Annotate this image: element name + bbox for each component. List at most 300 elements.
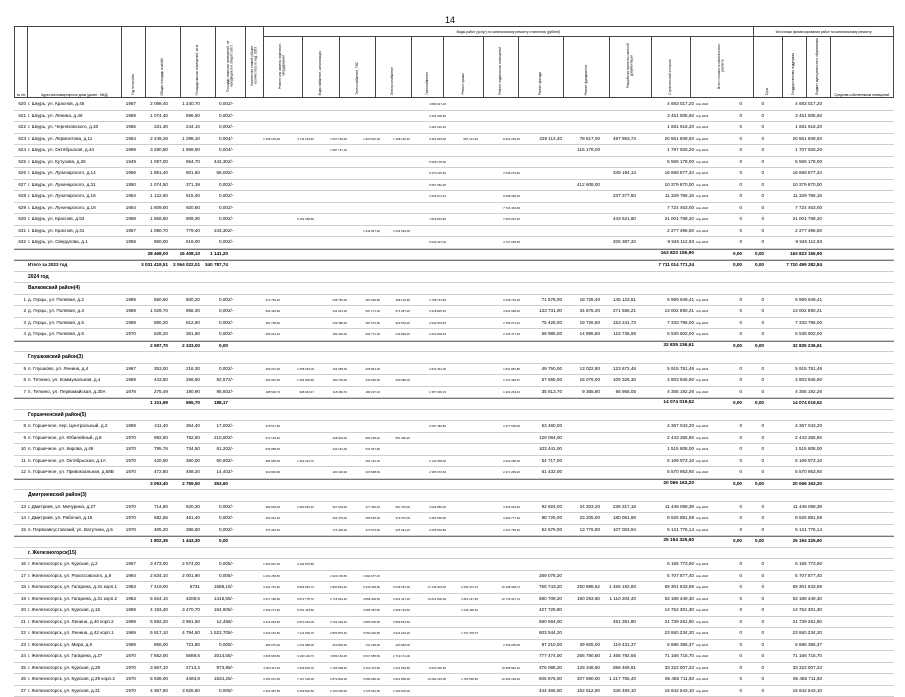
cell-k4: 3 586 357,80 — [347, 605, 380, 616]
cell-term: Апр.2024 — [696, 214, 720, 225]
cell-n: 20 — [14, 605, 26, 616]
cell-term: Апр.2024 — [696, 559, 720, 570]
cell-k6: 5 218 825,94 — [410, 306, 446, 317]
cell-g: 0 — [720, 145, 742, 156]
cell-n: 15 — [14, 525, 26, 536]
cell-g: 0 — [720, 237, 742, 248]
cell-k3: 1 687 747,20 — [314, 145, 347, 156]
cell-y: 1949 — [114, 157, 136, 168]
table-row — [14, 99, 894, 111]
cell-w: 0,00 — [200, 502, 228, 513]
table-row — [14, 295, 894, 307]
cell-n: 1 — [14, 295, 26, 306]
cell-k11: 271 556,21 — [600, 306, 636, 317]
cell-own: 21 739 261,80 — [764, 617, 822, 628]
cell-y: 1965 — [114, 122, 136, 133]
cell-own: 7 724 463,00 — [764, 203, 822, 214]
cell-y: 1967 — [114, 559, 136, 570]
cell-a: п. Глушково, ул. Ленина, д.4 — [28, 364, 114, 375]
cell-term: Апр.2024 — [696, 364, 720, 375]
cell-term: Апр.2024 — [696, 145, 720, 156]
cell-tot: 6 169 973,10 — [636, 456, 694, 467]
header-col-k7: Ремонт подвальных помещений — [483, 37, 518, 98]
cell-w: 0,00 — [200, 145, 228, 156]
section-heading: Глушковский район(3) — [28, 352, 428, 363]
cell-b: 0 — [742, 594, 764, 605]
cell-k9: 756 743,20 — [520, 582, 562, 593]
cell-k3: 342 151,00 — [314, 444, 347, 455]
cell-k9: 57 655,00 — [520, 375, 562, 386]
cell-w: 1415,5 — [200, 594, 228, 605]
cell-k6: 1 842 342,00 — [410, 364, 446, 375]
cell-y: 1956 — [114, 168, 136, 179]
cell-l: 2713,3 — [168, 663, 200, 674]
cell-g: 0 — [720, 571, 742, 582]
cell-k2: 2 360 694,40 — [280, 502, 314, 513]
cell-term: Апр.2024 — [696, 605, 720, 616]
cell-s: 472,80 — [136, 467, 168, 478]
cell-b: 0 — [742, 674, 764, 685]
cell-k8: 10 395 584,10 — [478, 663, 520, 674]
table-row — [14, 605, 894, 617]
cell-k8: 1 324 263,43 — [478, 387, 520, 398]
cell-own: 4 367 043,20 — [764, 421, 822, 432]
table-row — [14, 571, 894, 583]
cell-k9: 53 460,00 — [520, 421, 562, 432]
cell-f: 5/- — [228, 674, 244, 685]
header-col-gov: Государственная поддержка — [782, 37, 806, 98]
cell-term: Апр.2024 — [696, 582, 720, 593]
cell-s: 880,20 — [136, 318, 168, 329]
cell-b: 0 — [742, 663, 764, 674]
cell-g: 0,00 — [720, 341, 742, 352]
cell-k1: 319 960,00 — [244, 467, 280, 478]
cell-own: 5 570 863,60 — [764, 467, 822, 478]
cell-s: 2 098,40 — [136, 99, 168, 110]
cell-term: Апр.2024 — [696, 99, 720, 110]
cell-s: 3 093,40 — [136, 479, 168, 490]
cell-k9: 52 676,00 — [520, 525, 562, 536]
cell-k6: 7 815 819,60 — [410, 214, 446, 225]
cell-w: 14,40 — [200, 467, 228, 478]
cell-y: 1963 — [114, 594, 136, 605]
cell-k8: 7 590 097,20 — [478, 214, 520, 225]
header-col-area: Общая площадь м.кв/кВт — [145, 27, 180, 98]
cell-a: Итого за 2023 год — [28, 260, 128, 271]
cell-s: 1 080,70 — [136, 226, 168, 237]
cell-a: п. Горшечное, ул. Юбилейный, д.8 — [28, 433, 114, 444]
cell-y: 1964 — [114, 571, 136, 582]
cell-own: 1 681 616,20 — [764, 122, 822, 133]
cell-l: 4208,6 — [168, 594, 200, 605]
cell-k4: 4 865 000,50 — [347, 617, 380, 628]
cell-l: 909,30 — [168, 214, 200, 225]
cell-g: 0 — [720, 686, 742, 697]
cell-k9: 56 985,00 — [520, 329, 562, 340]
cell-k9: 129 084,00 — [520, 433, 562, 444]
cell-tot: 5 121 776,14 — [636, 525, 694, 536]
cell-l: 1 989,90 — [168, 145, 200, 156]
cell-k11: 66 955,05 — [600, 387, 636, 398]
cell-l: 371,39 — [168, 180, 200, 191]
cell-b: 0 — [742, 111, 764, 122]
cell-k2: 1 031 985,00 — [280, 640, 314, 651]
cell-k5: 3 959 813,60 — [380, 617, 410, 628]
cell-a: г. Шкурь, ул. Луначарского, д.16 — [28, 191, 114, 202]
cell-tot: 4 355 192,26 — [636, 387, 694, 398]
cell-w: 442,30 — [200, 157, 228, 168]
cell-own: 32 835 236,61 — [764, 341, 822, 352]
cell-k4: 315 698,60 — [347, 467, 380, 478]
cell-k11: 107 003,94 — [600, 525, 636, 536]
cell-a: г. Шкурь, ул. Луначарского, д.18 — [28, 203, 114, 214]
cell-l: 620,30 — [168, 502, 200, 513]
cell-k11: 1 110 204,40 — [600, 594, 636, 605]
cell-n: 630 — [14, 214, 26, 225]
cell-b: 0 — [742, 157, 764, 168]
cell-k5: 2 719 171,00 — [380, 651, 410, 662]
cell-k1: 1 601 265,50 — [244, 571, 280, 582]
cell-k2: 6 870 046,00 — [280, 617, 314, 628]
cell-f: 2/- — [228, 191, 244, 202]
cell-w: 0,00 — [200, 341, 228, 352]
cell-b: 0 — [742, 237, 764, 248]
cell-w: 2014,5 — [200, 651, 228, 662]
cell-f: 2/- — [228, 444, 244, 455]
cell-b: 0 — [742, 582, 764, 593]
cell-s: 1 122,60 — [136, 191, 168, 202]
cell-k8: 2 309 205,00 — [478, 640, 520, 651]
cell-k1: 2 461 987,50 — [244, 686, 280, 697]
cell-k10: 13 776,80 — [562, 525, 600, 536]
cell-g: 0 — [720, 513, 742, 524]
total-row — [14, 398, 894, 410]
cell-w: 1 141,20 — [200, 249, 228, 260]
cell-l: 2 333,00 — [168, 341, 200, 352]
cell-s: 714,60 — [136, 502, 168, 513]
cell-k7: 1 801 147,30 — [446, 594, 478, 605]
cell-own: 6 959 649,41 — [764, 295, 822, 306]
cell-g: 0,00 — [720, 398, 742, 409]
cell-term: Апр.2024 — [696, 467, 720, 478]
table-row — [14, 502, 894, 514]
cell-y: 1969 — [114, 111, 136, 122]
cell-k6: 1 357 330,15 — [410, 387, 446, 398]
cell-tot: 11 329 786,16 — [636, 191, 694, 202]
cell-k10: 9 365,80 — [562, 387, 600, 398]
cell-l: 5669,5 — [168, 651, 200, 662]
section-heading: Дмитриевский район(3) — [28, 490, 428, 501]
cell-k5: 243 839,20 — [380, 329, 410, 340]
cell-k6: 13 682 315,00 — [410, 674, 446, 685]
cell-k4: 6 343 339,60 — [347, 582, 380, 593]
cell-n: 7 — [14, 387, 26, 398]
cell-a: г. Шкурь, ул. Октябрьская, д.44 — [28, 145, 114, 156]
table-row — [14, 145, 894, 157]
section-heading: 2024 год — [28, 272, 428, 283]
cell-term: Апр.2024 — [696, 226, 720, 237]
cell-y: 1964 — [114, 134, 136, 145]
cell-f: 2/- — [228, 421, 244, 432]
cell-k11: 123 672,48 — [600, 364, 636, 375]
cell-k1: 483 075,00 — [244, 640, 280, 651]
cell-tot: 21 001 788,20 — [636, 214, 694, 225]
cell-k8: 4 737 295,60 — [478, 237, 520, 248]
cell-s: 1 097,00 — [136, 157, 168, 168]
cell-k9: 49 750,00 — [520, 364, 562, 375]
cell-k6: 3 351 815,00 — [410, 134, 446, 145]
cell-k2: 1 258 049,00 — [280, 364, 314, 375]
cell-k1: 278 517,60 — [244, 421, 280, 432]
cell-l: 361,90 — [168, 329, 200, 340]
cell-tot: 71 166 715,70 — [636, 651, 694, 662]
cell-l: 596,50 — [168, 111, 200, 122]
cell-s: 4 357,50 — [136, 686, 168, 697]
cell-y: 1970 — [114, 651, 136, 662]
cell-k6: 9 967 962,00 — [410, 180, 446, 191]
table-row — [14, 628, 894, 640]
cell-k1: 2 063 311,50 — [244, 663, 280, 674]
cell-n: 23 — [14, 640, 26, 651]
cell-b: 0,00 — [742, 341, 764, 352]
cell-k8: 2 022 280,00 — [478, 456, 520, 467]
cell-w: 164,60 — [200, 605, 228, 616]
cell-w: 95,60 — [200, 387, 228, 398]
cell-k1: 539 088,00 — [244, 444, 280, 455]
cell-s: 3 031 419,51 — [136, 260, 168, 271]
cell-g: 0 — [720, 663, 742, 674]
cell-n: 620 — [14, 99, 26, 110]
cell-term: Апр.2024 — [696, 651, 720, 662]
cell-b: 0 — [742, 99, 764, 110]
cell-g: 0 — [720, 594, 742, 605]
cell-k11: 119 431,37 — [600, 640, 636, 651]
cell-s: 550,60 — [136, 295, 168, 306]
cell-w: 188,17 — [200, 398, 228, 409]
cell-s: 2 249,26 — [136, 134, 168, 145]
cell-w: 0,00 — [200, 640, 228, 651]
cell-k8: 2 789 071,40 — [478, 318, 520, 329]
cell-k11: 180 061,88 — [600, 513, 636, 524]
cell-k4: 387 573,60 — [347, 318, 380, 329]
cell-k4: 240 256,00 — [347, 375, 380, 386]
cell-a: г. Шкурь, ул. Кутузова, д.26 — [28, 157, 114, 168]
cell-k5: 397 475,00 — [380, 502, 410, 513]
cell-k6: 5 566 178,00 — [410, 157, 446, 168]
cell-k3: 2 853 876,40 — [314, 628, 347, 639]
cell-tot: 11 446 068,38 — [636, 502, 694, 513]
cell-s: 1 029,70 — [136, 306, 168, 317]
cell-f: 5/- — [228, 640, 244, 651]
cell-k6: 4 683 017,20 — [410, 99, 446, 110]
cell-tot: 2 277 496,60 — [636, 226, 694, 237]
cell-f: 2/- — [228, 306, 244, 317]
cell-a: г. Дмитриев, ул. Мичурина, д.27 — [28, 502, 114, 513]
cell-k9: 75 426,00 — [520, 318, 562, 329]
cell-y: 1978 — [114, 387, 136, 398]
cell-own: 16 658 677,34 — [764, 168, 822, 179]
cell-w: 0,00 — [200, 122, 228, 133]
cell-a: г. Шкурь, ул. Краснов, д.53 — [28, 214, 114, 225]
table-row — [14, 203, 894, 215]
cell-k8: 1 947 795,40 — [478, 525, 520, 536]
header-col-k2: Водоснабжение, канализация — [302, 37, 339, 98]
cell-a: п. Теткино, ул. Первомайская, д.30А — [28, 387, 114, 398]
header-table — [14, 26, 894, 98]
cell-k3: 2 100 030,00 — [314, 686, 347, 697]
header-col-k8: Ремонт фасада — [518, 37, 564, 98]
cell-term: Апр.2024 — [696, 571, 720, 582]
cell-k7: 2 293 472,70 — [446, 582, 478, 593]
cell-k2: 7 141 939,76 — [280, 628, 314, 639]
cell-term: Апр.2024 — [696, 663, 720, 674]
cell-y: 1969 — [114, 640, 136, 651]
header-col-year: Год постройки — [121, 27, 145, 98]
cell-k3: 203 118,00 — [314, 467, 347, 478]
cell-k3: 249 486,00 — [314, 318, 347, 329]
cell-k1: 392 705,60 — [244, 318, 280, 329]
header-col-k4: Электроснабжение — [375, 37, 411, 98]
cell-tot: 6 155 773,80 — [636, 559, 694, 570]
cell-g: 0 — [720, 306, 742, 317]
cell-n: 18 — [14, 582, 26, 593]
cell-a: г. Железногорск, ул. Курская, д.15 — [28, 605, 114, 616]
cell-k3: 410 820,00 — [314, 640, 347, 651]
cell-k6: 2 708 744,86 — [410, 295, 446, 306]
cell-b: 0 — [742, 444, 764, 455]
cell-f: 4/- — [228, 145, 244, 156]
cell-own: 7 333 796,00 — [764, 318, 822, 329]
cell-f: 2/- — [228, 513, 244, 524]
cell-n: 4 — [14, 329, 26, 340]
cell-term: Апр.2024 — [696, 237, 720, 248]
cell-tot: 53 188 449,30 — [636, 594, 694, 605]
header-col-address: Адрес многоквартирного дома (далее - МКД) — [28, 27, 122, 98]
cell-k4: 1 994 977,20 — [347, 571, 380, 582]
cell-g: 0 — [720, 364, 742, 375]
table-row — [14, 582, 894, 594]
cell-term: Апр.2024 — [696, 180, 720, 191]
cell-k1: 3 354 970,00 — [244, 674, 280, 685]
cell-own: 2 443 265,80 — [764, 433, 822, 444]
cell-b: 0 — [742, 617, 764, 628]
cell-k4: 455 518,00 — [347, 513, 380, 524]
cell-a: г. Железногорск, ул. Курская, д.29 корп.2 — [28, 674, 114, 685]
cell-k8: 3 280 777,90 — [478, 513, 520, 524]
cell-k8: 3 436 643,60 — [478, 502, 520, 513]
cell-g: 0 — [720, 651, 742, 662]
cell-n: 5 — [14, 364, 26, 375]
cell-k4: 4 868 406,50 — [347, 594, 380, 605]
cell-own: 4 683 017,20 — [764, 99, 822, 110]
cell-k9: 777 474,00 — [520, 651, 562, 662]
cell-term: Апр.2024 — [696, 525, 720, 536]
cell-b: 0 — [742, 203, 764, 214]
cell-own: 16 642 543,10 — [764, 686, 822, 697]
cell-tot: 16 642 543,10 — [636, 686, 694, 697]
cell-own: 9 946 112,93 — [764, 237, 822, 248]
cell-b: 0 — [742, 191, 764, 202]
cell-k5: 1 614 053,80 — [380, 663, 410, 674]
cell-g: 0 — [720, 674, 742, 685]
table-row — [14, 674, 894, 686]
cell-own: 5 707 877,40 — [764, 571, 822, 582]
cell-k1: 274 320,40 — [244, 525, 280, 536]
cell-k4: 6 517 655,50 — [347, 651, 380, 662]
table-row — [14, 617, 894, 629]
cell-k4: 205 844,00 — [347, 364, 380, 375]
cell-y: 1970 — [114, 686, 136, 697]
cell-k2: 5 259 502,50 — [280, 686, 314, 697]
cell-w: 60,90 — [200, 456, 228, 467]
cell-k5: 2 160 620,00 — [380, 686, 410, 697]
cell-k1: 4 191 791,50 — [244, 582, 280, 593]
cell-g: 0 — [720, 99, 742, 110]
cell-f: 2/- — [228, 467, 244, 478]
table-row — [14, 559, 894, 571]
cell-k3: 190 705,00 — [314, 375, 347, 386]
cell-k6: 13 012 506,00 — [410, 594, 446, 605]
cell-k3: 2 716 944,40 — [314, 594, 347, 605]
cell-w: 0,00 — [200, 329, 228, 340]
cell-b: 0 — [742, 628, 764, 639]
cell-k10: 412 608,00 — [562, 180, 600, 191]
cell-s: 3 290,80 — [136, 145, 168, 156]
cell-g: 0 — [720, 168, 742, 179]
cell-k4: 531 527,80 — [347, 444, 380, 455]
cell-y: 1970 — [114, 467, 136, 478]
cell-a: г. Шкурь, ул. Лермонтова, д.11 — [28, 134, 114, 145]
cell-l: 654,70 — [168, 157, 200, 168]
cell-a: г. Железногорск, ул. Курская, д.2 — [28, 559, 114, 570]
cell-a: п. Горшечное, ул. Октябрьская, д.1А — [28, 456, 114, 467]
cell-l: 782,60 — [168, 433, 200, 444]
page-number: 14 — [445, 15, 455, 25]
cell-k4: 270 673,60 — [347, 525, 380, 536]
cell-y: 1989 — [114, 295, 136, 306]
section-heading: Валковский район(4) — [28, 283, 428, 294]
cell-a: г. Шкурь, ул. Краснов, д.45 — [28, 99, 114, 110]
cell-l: 2 574,00 — [168, 559, 200, 570]
cell-a: д. Герцы, ул. Полевая, д.5 — [28, 318, 114, 329]
cell-k9: 61 432,00 — [520, 467, 562, 478]
cell-term: Апр.2024 — [696, 157, 720, 168]
cell-g: 0 — [720, 456, 742, 467]
cell-n: 3 — [14, 318, 26, 329]
cell-k3: 3 689 163,25 — [314, 651, 347, 662]
cell-s: 7 652,00 — [136, 651, 168, 662]
cell-n: 629 — [14, 203, 26, 214]
section-heading-row — [14, 548, 894, 560]
cell-y: 1963 — [114, 582, 136, 593]
cell-s: 5 936,00 — [136, 674, 168, 685]
cell-k2: 7 167 105,00 — [280, 674, 314, 685]
cell-k5: 571 957,20 — [380, 306, 410, 317]
cell-s: 4 193,40 — [136, 605, 168, 616]
cell-k9: 603 544,20 — [520, 628, 562, 639]
header-group-sources: Источники финансирования работ по капитальному ремонту — [754, 27, 894, 37]
cell-k7: 1 707 378,70 — [446, 628, 478, 639]
cell-y: 1970 — [114, 502, 136, 513]
cell-k5: 240 585,00 — [380, 375, 410, 386]
cell-tot: 8 626 881,08 — [636, 513, 694, 524]
cell-k6: 2 943 504,84 — [410, 318, 446, 329]
cell-k10: 15 076,00 — [562, 375, 600, 386]
cell-g: 0 — [720, 559, 742, 570]
cell-k9: 376 088,20 — [520, 663, 562, 674]
cell-y: 1969 — [114, 421, 136, 432]
cell-k9: 88 725,00 — [520, 513, 562, 524]
